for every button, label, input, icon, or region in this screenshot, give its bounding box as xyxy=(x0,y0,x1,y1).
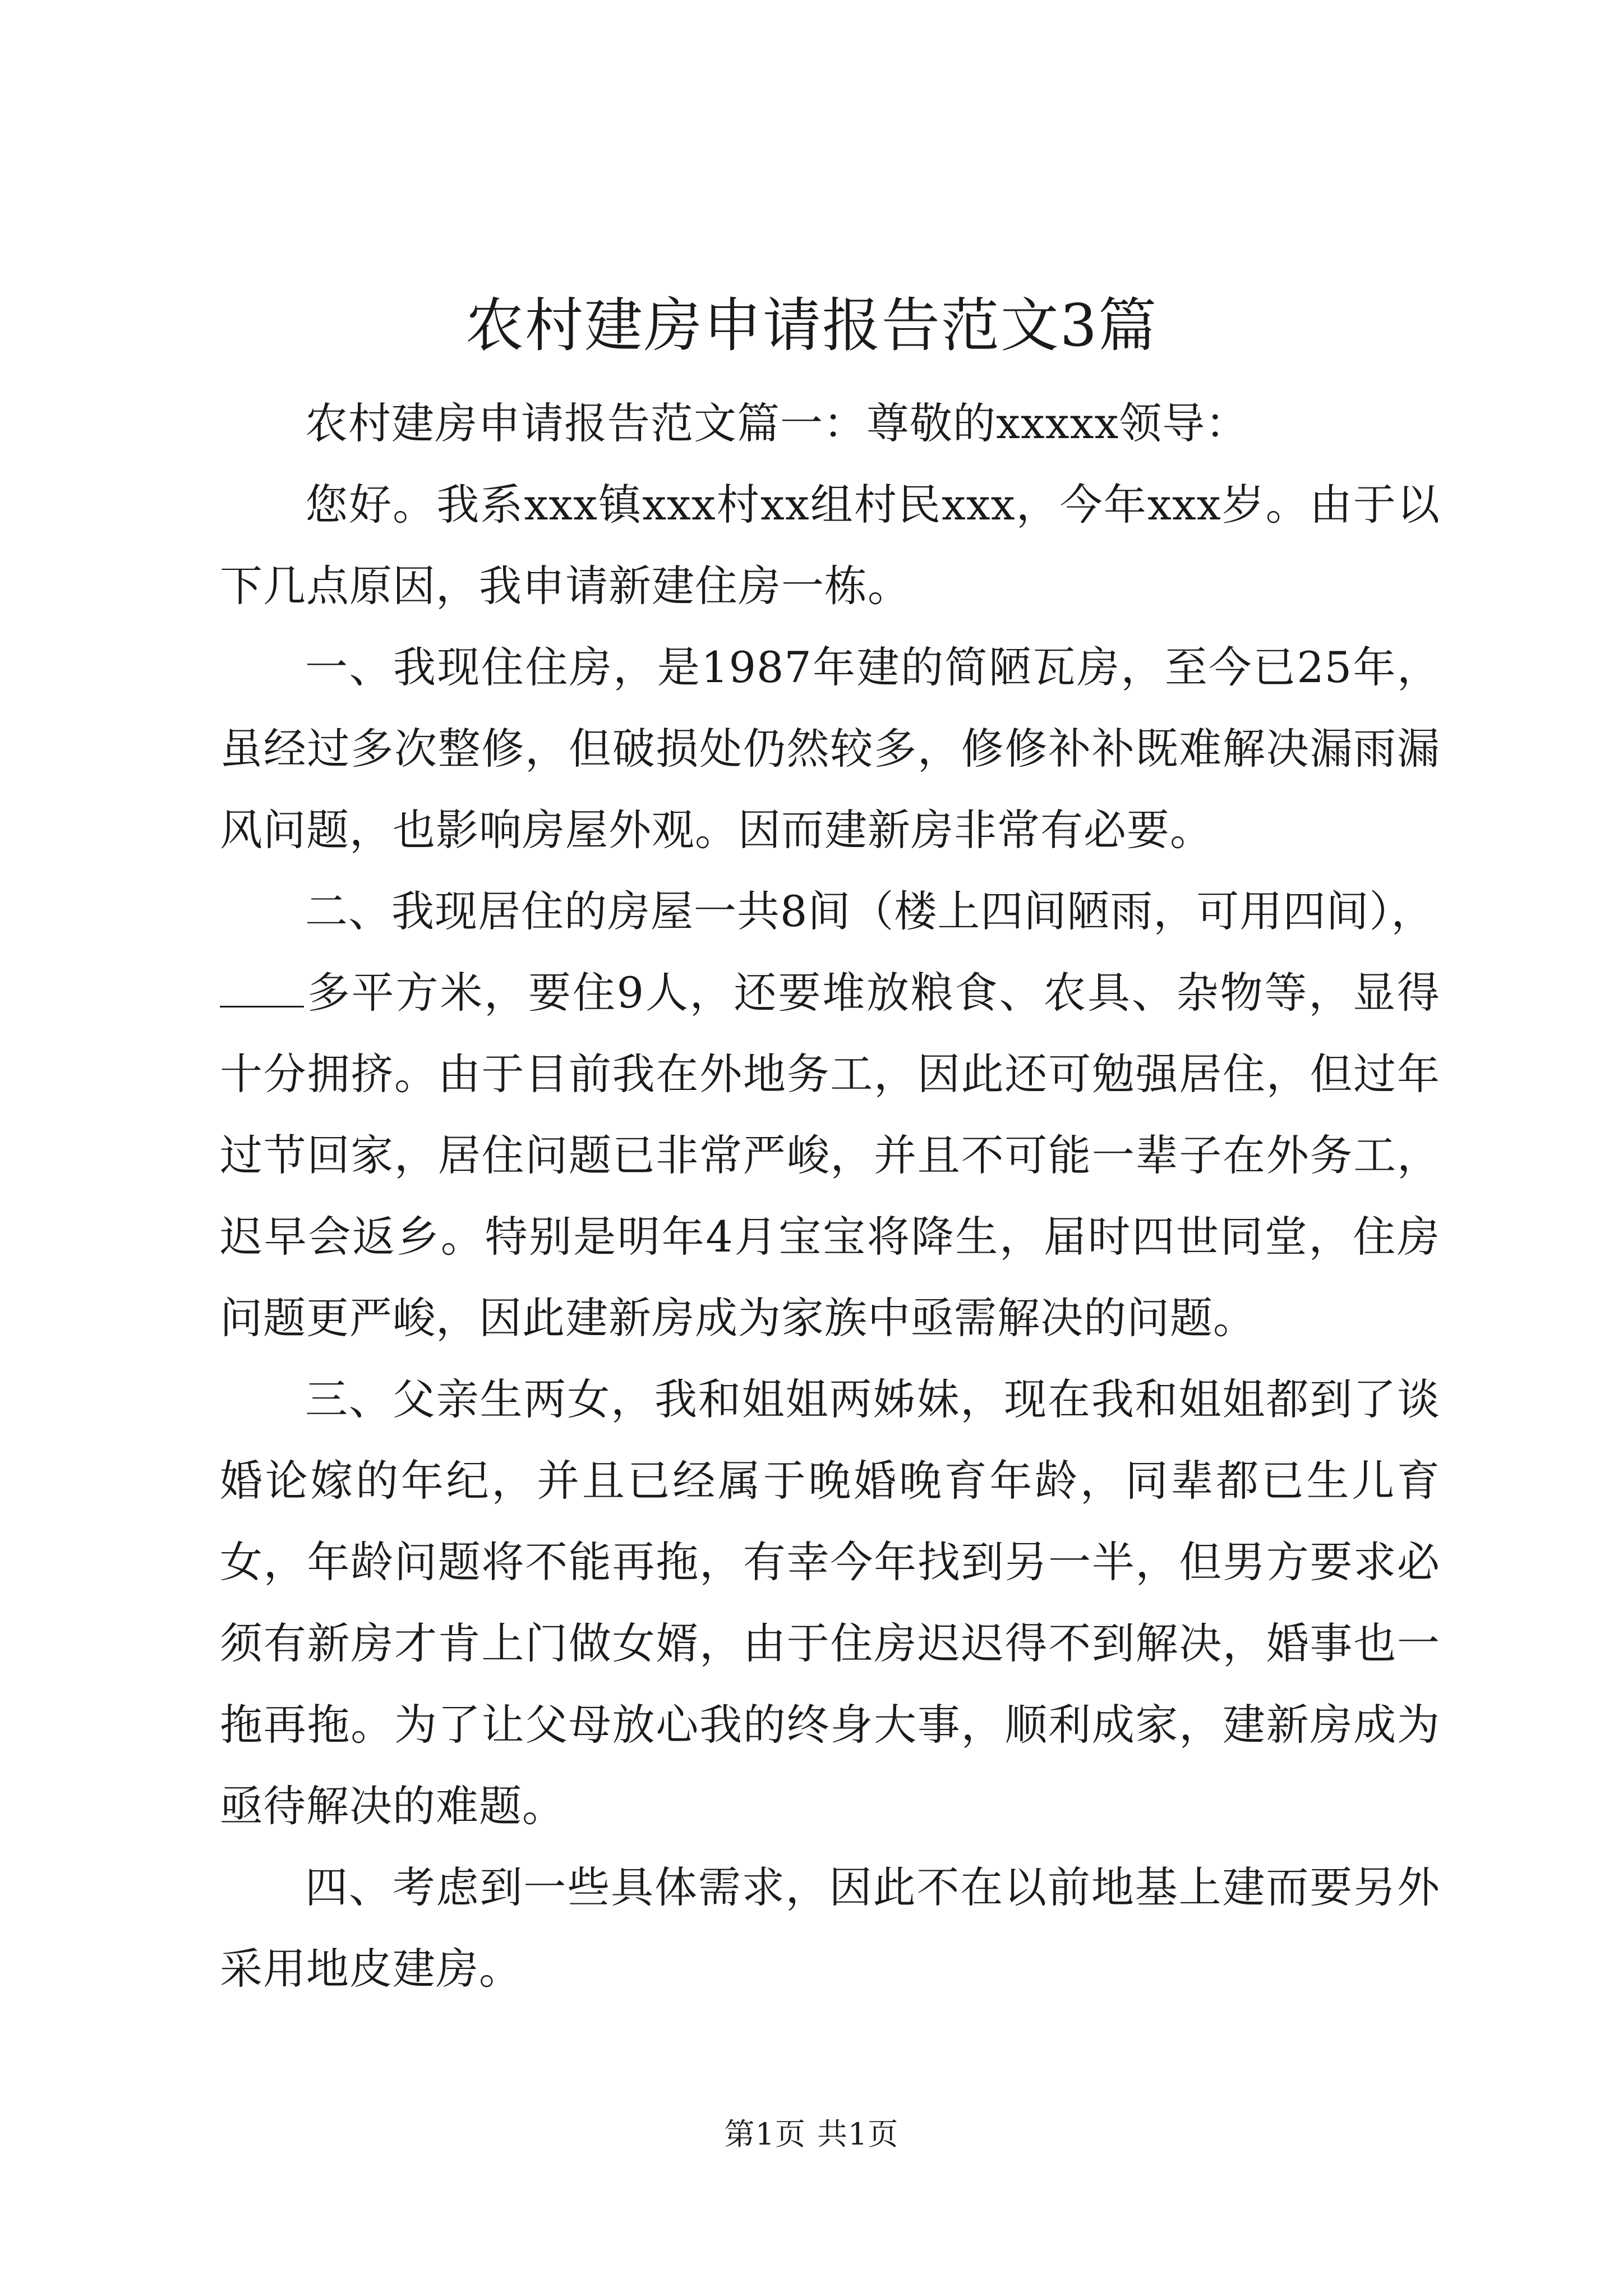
document-body xyxy=(220,383,1440,2009)
paragraph-reason-two-rest: 多平方米，要住9人，还要堆放粮食、农具、杂物等，显得十分拥挤。由于目前我在外地务工，因此还可勉强居住，但过年过节回家，居住问题已非常严峻，并且不可能一辈子在外务工，迟早会返乡。特别是明年4月宝宝将降生，届时四世同堂，住房问题更严峻，因此建新房成为家族中亟需解决的问题。 xyxy=(220,968,1440,1343)
paragraph-salutation: 农村建房申请报告范文篇一：尊敬的xxxxx领导： xyxy=(305,398,1249,448)
paragraph-reason-four: 四、考虑到一些具体需求，因此不在以前地基上建而要另外采用地皮建房。 xyxy=(220,1862,1440,1994)
page-total: 共1页 xyxy=(817,2116,899,2152)
page-footer xyxy=(0,2115,1623,2154)
paragraph-reason-two-lead: 二、我现居住的房屋一共8间（楼上四间陋雨，可用四间）， xyxy=(305,886,1435,936)
paragraph-reason-one: 一、我现住住房，是1987年建的简陋瓦房，至今已25年，虽经过多次整修，但破损处仍然较多，修修补补既难解决漏雨漏风问题，也影响房屋外观。因而建新房非常有必要。 xyxy=(220,642,1440,855)
page-number: 第1页 xyxy=(724,2116,806,2152)
paragraph-greeting: 您好。我系xxx镇xxx村xx组村民xxx，今年xxx岁。由于以下几点原因，我申请新建住房一栋。 xyxy=(220,480,1440,611)
paragraph-reason-three: 三、父亲生两女，我和姐姐两姊妹，现在我和姐姐都到了谈婚论嫁的年纪，并且已经属于晚婚晚育年龄，同辈都已生儿育女，年龄问题将不能再拖，有幸今年找到另一半，但男方要求必须有新房才肯上门做女婿，由于住房迟迟得不到解决，婚事也一拖再拖。为了让父母放心我的终身大事，顺利成家，建新房成为亟待解决的难题。 xyxy=(220,1374,1440,1831)
fill-in-blank xyxy=(220,972,304,1007)
document-title: 农村建房申请报告范文3篇 xyxy=(465,291,1158,360)
paragraph-reason-two xyxy=(220,871,1440,1359)
